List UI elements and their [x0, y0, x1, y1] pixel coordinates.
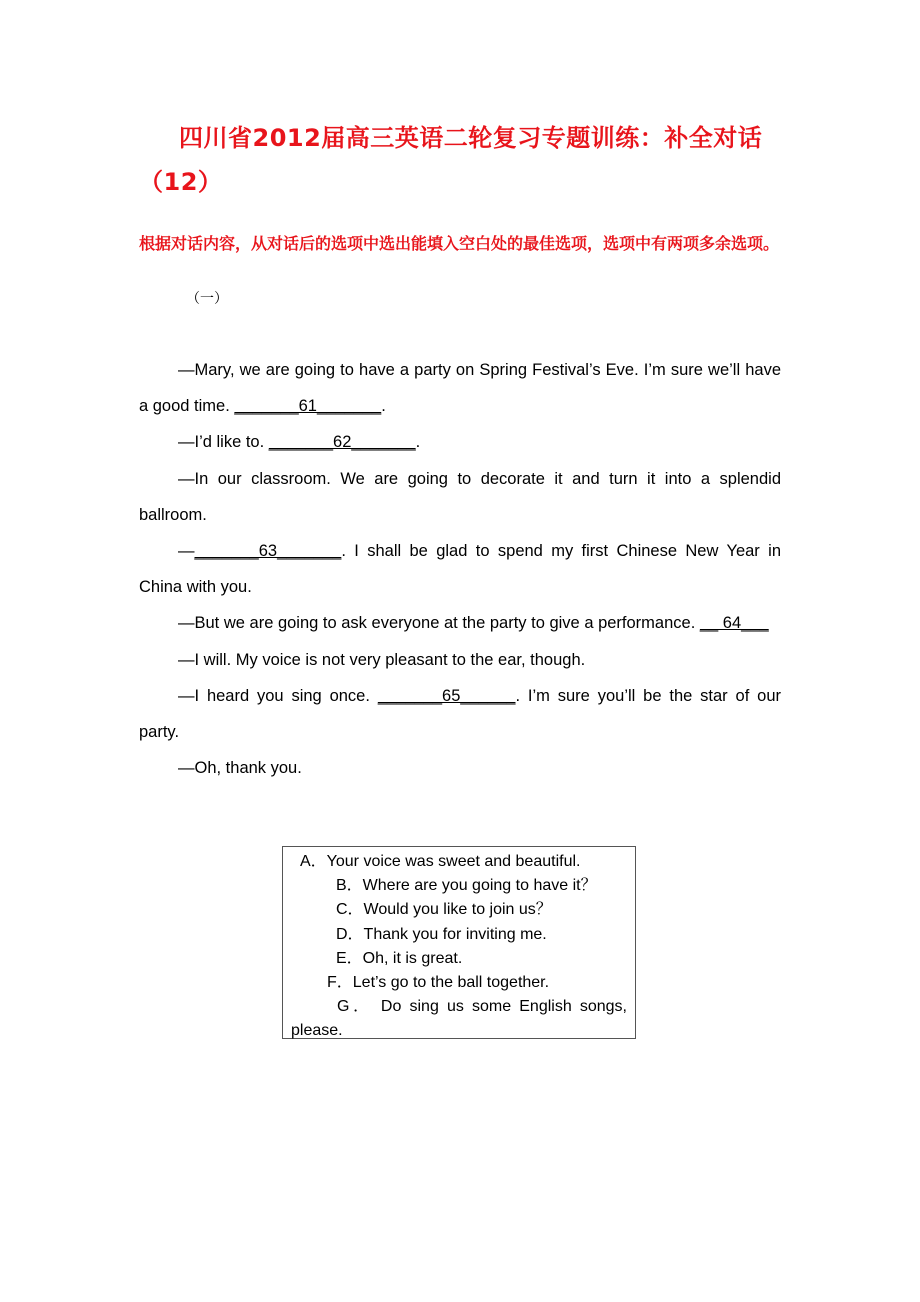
option-g: G． Do sing us some English songs, please.	[291, 998, 627, 1040]
section-mark: （一）	[186, 291, 228, 307]
options-box	[282, 846, 636, 1039]
dialogue-line-1: —Mary, we are going to have a party on Spring Festival’s Eve. I’m sure we’ll have a good time. _______61_______.	[139, 361, 781, 416]
title-line-1: 四川省2012届高三英语二轮复习专题训练：补全对话	[179, 124, 763, 152]
dialogue-line-3: —In our classroom. We are going to decorate it and turn it into a splendid ballroom.	[139, 469, 781, 524]
dialogue-line-4: —_______63_______. I shall be glad to spend my first Chinese New Year in China with you.	[139, 542, 781, 597]
dialogue-line-5: —But we are going to ask everyone at the party to give a performance. __ 64___	[178, 614, 769, 633]
option-e: E．Oh, it is great.	[336, 949, 463, 967]
option-a: A．Your voice was sweet and beautiful.	[300, 853, 581, 870]
option-b: B．Where are you going to have it？	[336, 877, 597, 895]
blank-63: _______63_______	[194, 542, 342, 561]
title-line-2: （12）	[139, 168, 223, 196]
blank-62: _______62_______	[268, 433, 416, 452]
option-d: D．Thank you for inviting me.	[336, 925, 547, 943]
option-f: F．Let’s go to the ball together.	[327, 974, 550, 992]
blank-64: __ 64___	[699, 614, 769, 633]
blank-61: _______61_______	[234, 397, 382, 416]
dialogue-line-8: —Oh, thank you.	[178, 759, 302, 778]
instruction-text: 根据对话内容，从对话后的选项中选出能填入空白处的最佳选项，选项中有两项多余选项。	[139, 234, 780, 253]
dialogue-line-6: —I will. My voice is not very pleasant to the ear, though.	[178, 650, 586, 669]
dialogue-line-2: —I’d like to. _______62_______.	[178, 433, 421, 452]
dialogue-line-7: —I heard you sing once. _______65______. I’m sure you’ll be the star of our party.	[139, 686, 781, 742]
dialogue	[139, 352, 781, 786]
blank-65: _______65______	[377, 686, 516, 705]
page-title	[139, 116, 784, 204]
option-c: C．Would you like to join us？	[336, 901, 552, 919]
